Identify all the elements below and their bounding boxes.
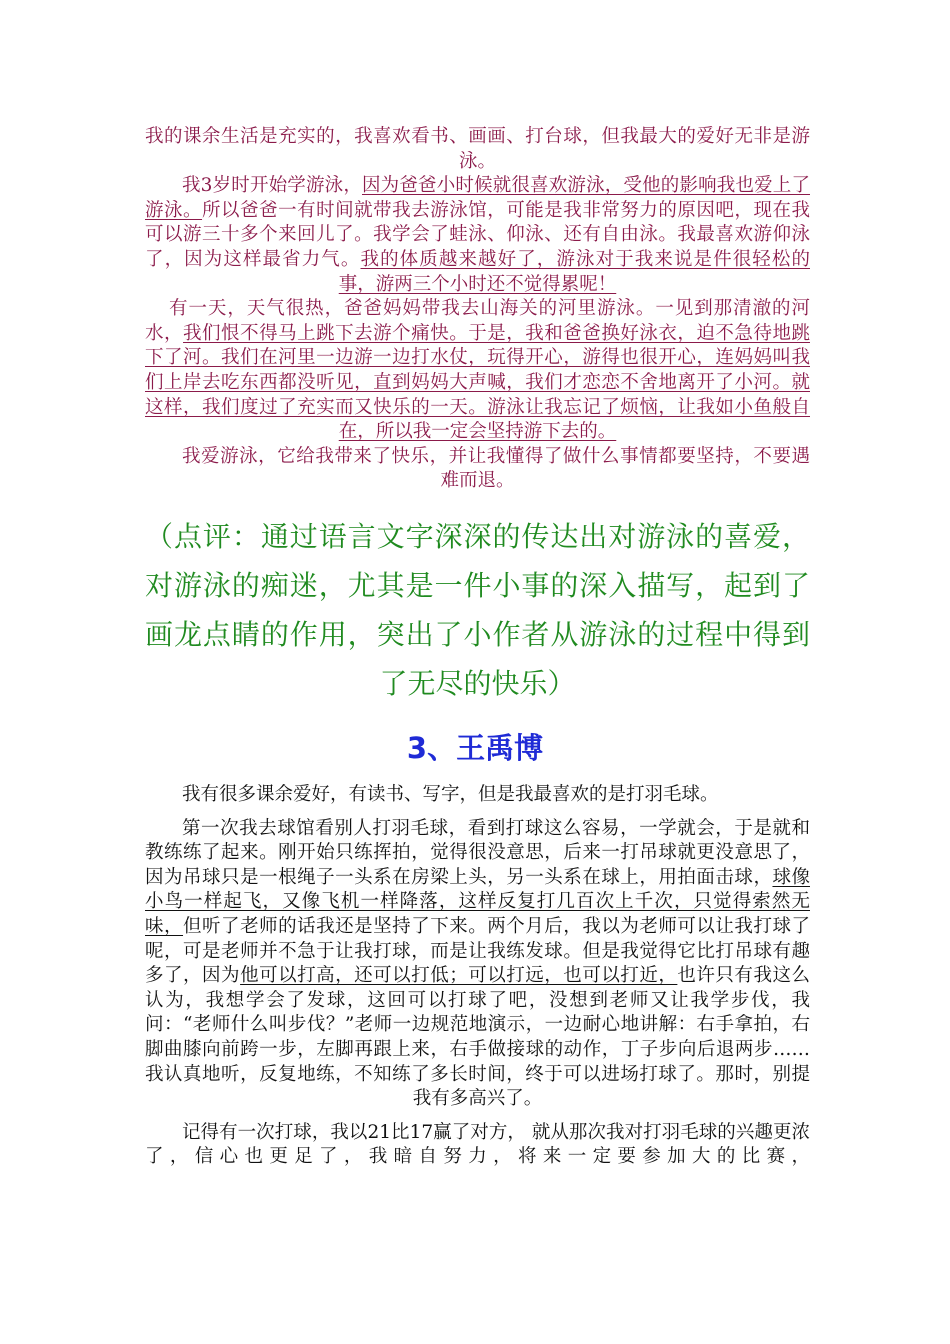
underlined-text: 球像小鸟一样起飞，又像飞机一样降落，这样反复打几百次上千次，只觉得索然无味， (145, 866, 810, 937)
comment-block: （点评：通过语言文字深深的传达出对游泳的喜爱，对游泳的痴迷，尤其是一件小事的深入描写，起到了画龙点睛的作用，突出了小作者从游泳的过程中得到了无尽的快乐） (145, 520, 810, 700)
text-span: 所以爸爸一有时间就带我去游泳馆，可能是我非常努力的原因吧，现在我可以游三十多个来回儿了。我学会了蛙泳、仰泳、还有自由泳。我最喜欢游仰泳了，因为这样最省力气。 (145, 199, 810, 270)
essay2-paragraph-3: 记得有一次打球，我以21比17赢了对方， 就从那次我对打羽毛球的兴趣更浓了，信心也更足了，我暗自努力，将来一定要参加大的比赛， (145, 1121, 810, 1168)
text-span: 但听了老师的话我还是坚持了下来。两个月后，我以为老师可以让我打球了呢，可是老师并不急于让我打球，而是让我练发球。但是我觉得它比打吊球有趣多了，因为 (145, 915, 810, 987)
text-span: 第一次我去球馆看别人打羽毛球，看到打球这么容易，一学就会，于是就和教练练了起来。刚开始只练挥拍，觉得很没意思，后来一打吊球就更没意思了，因为吊球只是一根绳子一头系在房梁上头，另一头系在球上，用拍面击球， (145, 817, 810, 888)
text-span: 有一天，天气很热，爸爸妈妈带我去山海关的河里游泳。一见到那清澈的河水， (145, 298, 810, 344)
underlined-text: 我的体质越来越好了，游泳对于我来说是件很轻松的事，游两三个小时还不觉得累呢！ (338, 248, 810, 295)
essay1-body (145, 125, 810, 494)
essay1-paragraph-4: 我爱游泳，它给我带来了快乐，并让我懂得了做什么事情都要坚持，不要遇难而退。 (182, 445, 810, 492)
section-heading: 3、王禹博 (406, 731, 544, 765)
underlined-text: 他可以打高，还可以打低；可以打远，也可以打近， (240, 965, 678, 987)
essay2-body (145, 783, 810, 1170)
essay2-paragraph-1: 我有很多课余爱好，有读书、写字，但是我最喜欢的是打羽毛球。 (182, 784, 719, 805)
essay1-intro: 我的课余生活是充实的，我喜欢看书、画画、打台球，但我最大的爱好无非是游泳。 (145, 126, 810, 172)
text-span: 我3岁时开始学游泳， (182, 175, 362, 197)
essay2-paragraph-2 (145, 817, 810, 1112)
text-span: 也许只有我这么认为，我想学会了发球，这回可以打球了吧，没想到老师又让我学步伐，我问：“老师什么叫步伐？”老师一边规范地演示，一边耐心地讲解：右手拿拍，右脚曲膝向前跨一步，左脚再跟上来，右手做接球的动作，丁子步向后退两步…… 我认真地听，反复地练，不知练了多长时间，终于可以进场打球了。那时，别提我有多高兴了。 (145, 965, 810, 1110)
essay1-paragraph-2 (145, 174, 810, 297)
essay1-paragraph-3 (145, 297, 810, 445)
underlined-text: 我们恨不得马上跳下去游个痛快。于是，我和爸爸换好泳衣，迫不急待地跳下了河。我们在河里一边游一边打水仗，玩得开心，游得也很开心，连妈妈叫我们上岸去吃东西都没听见，直到妈妈大声喊，我们才恋恋不舍地离开了小河。就这样，我们度过了充实而又快乐的一天。游泳让我忘记了烦恼，让我如小鱼般自在，所以我一定会坚持游下去的。 (145, 322, 810, 443)
underlined-text: 因为爸爸小时候就很喜欢游泳，受他的影响我也爱上了游泳。 (145, 175, 810, 221)
